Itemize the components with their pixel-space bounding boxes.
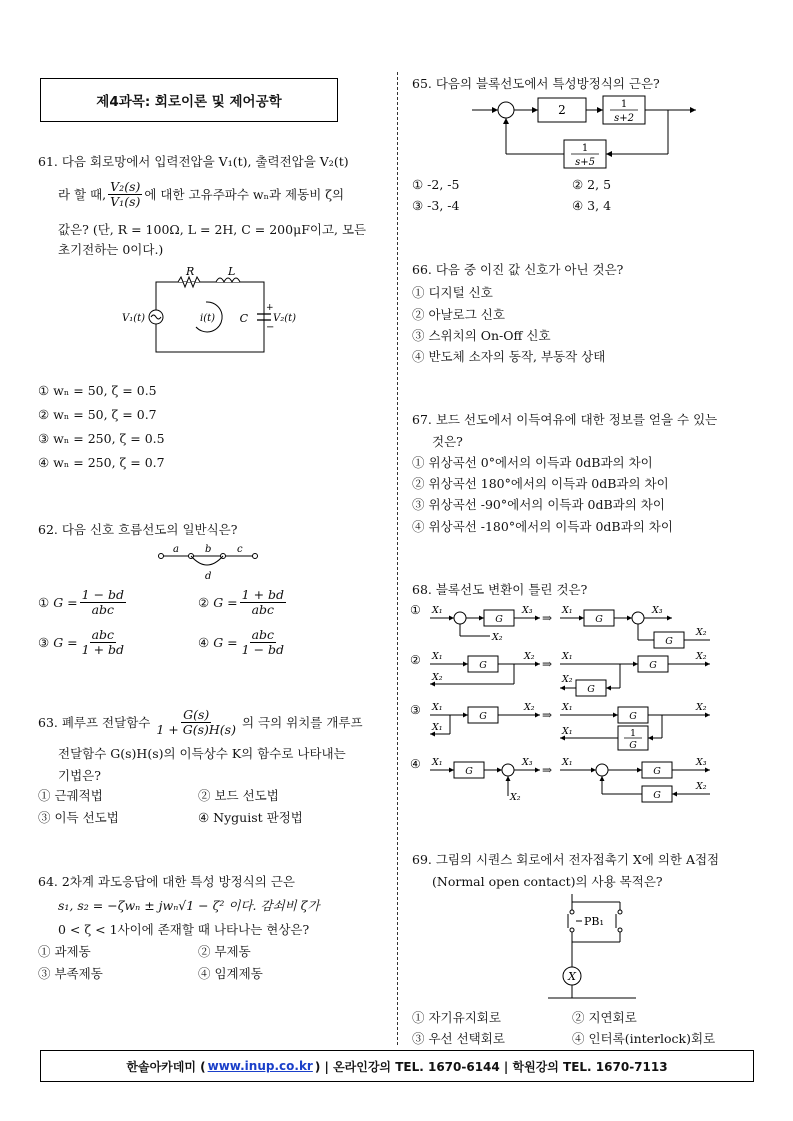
svg-text:1: 1	[629, 728, 637, 739]
q64-option-2[interactable]: ② 무제동	[198, 944, 251, 959]
svg-text:G: G	[465, 766, 473, 777]
q64-option-3[interactable]: ③ 부족제동	[38, 966, 103, 981]
svg-text:⇒: ⇒	[542, 763, 553, 777]
svg-text:s+5: s+5	[575, 157, 595, 168]
svg-text:⇒: ⇒	[542, 708, 553, 722]
q61-line3: 값은? (단, R = 100Ω, L = 2H, C = 200μF이고, 모든	[58, 222, 367, 237]
svg-text:G: G	[653, 766, 661, 777]
q68-block-diagrams	[410, 600, 720, 810]
footer-contact: ) | 온라인강의 TEL. 1670-6144 | 학원강의 TEL. 1670-7113	[314, 1059, 668, 1074]
svg-text:④: ④	[410, 757, 421, 771]
svg-text:V₂(t): V₂(t)	[273, 313, 297, 324]
q63-option-1[interactable]: ① 근궤적법	[38, 788, 103, 803]
svg-text:X₁: X₁	[562, 757, 573, 768]
svg-text:X₂: X₂	[492, 632, 503, 643]
q66-option-4[interactable]: ④ 반도체 소자의 동작, 부동작 상태	[412, 349, 606, 364]
svg-text:X₁: X₁	[432, 702, 443, 713]
svg-text:C: C	[239, 312, 248, 325]
svg-text:X₃: X₃	[522, 757, 533, 768]
q69-line2: (Normal open contact)의 사용 목적은?	[432, 874, 663, 889]
svg-text:G: G	[595, 614, 603, 625]
q69-line1: 69. 그림의 시퀀스 회로에서 전자접촉기 X에 의한 A접점	[412, 852, 720, 867]
svg-text:X₂: X₂	[524, 651, 535, 662]
q61-option-3[interactable]: ③ wₙ = 250, ζ = 0.5	[38, 431, 165, 446]
svg-text:V₁(t): V₁(t)	[122, 313, 146, 324]
svg-text:X₁: X₁	[562, 651, 573, 662]
q69-option-1[interactable]: ① 자기유지회로	[412, 1010, 501, 1025]
svg-text:X₂: X₂	[524, 702, 535, 713]
q65-option-2[interactable]: ② 2, 5	[572, 177, 612, 192]
q65-option-3[interactable]: ③ -3, -4	[412, 198, 460, 213]
q65-option-1[interactable]: ① -2, -5	[412, 177, 460, 192]
svg-text:X₂: X₂	[562, 674, 573, 685]
q61-option-1[interactable]: ① wₙ = 50, ζ = 0.5	[38, 383, 157, 398]
q67-option-2[interactable]: ② 위상곡선 180°에서의 이득과 0dB과의 차이	[412, 476, 669, 491]
svg-text:G: G	[479, 711, 487, 722]
column-divider	[397, 72, 398, 1045]
svg-text:⇒: ⇒	[542, 657, 553, 671]
q67-line2: 것은?	[432, 434, 463, 449]
svg-text:PB₁: PB₁	[584, 915, 604, 928]
q64-option-1[interactable]: ① 과제동	[38, 944, 91, 959]
q69-option-2[interactable]: ② 지연회로	[572, 1010, 637, 1025]
q69-option-4[interactable]: ④ 인터록(interlock)회로	[572, 1031, 716, 1046]
svg-text:G: G	[653, 790, 661, 801]
q61-line4: 초기전하는 0이다.)	[58, 242, 164, 257]
svg-text:L: L	[228, 265, 236, 278]
q63-option-3[interactable]: ③ 이득 선도법	[38, 810, 119, 825]
svg-text:G: G	[495, 614, 503, 625]
svg-text:G: G	[629, 711, 637, 722]
q61-option-4[interactable]: ④ wₙ = 250, ζ = 0.7	[38, 455, 165, 470]
q65-text: 65. 다음의 블록선도에서 특성방정식의 근은?	[412, 76, 660, 91]
footer-bar	[40, 1050, 754, 1082]
svg-text:X₃: X₃	[522, 605, 533, 616]
svg-text:①: ①	[410, 603, 421, 617]
q64-option-4[interactable]: ④ 임계제동	[198, 966, 263, 981]
q61-line1: 61. 다음 회로망에서 입력전압을 V₁(t), 출력전압을 V₂(t)	[38, 154, 349, 169]
svg-text:X₁: X₁	[432, 757, 443, 768]
svg-text:b: b	[205, 544, 212, 555]
svg-text:X₁: X₁	[562, 726, 573, 737]
q66-option-3[interactable]: ③ 스위치의 On-Off 신호	[412, 328, 551, 343]
svg-text:②: ②	[410, 653, 421, 667]
q62-text: 62. 다음 신호 흐름선도의 일반식은?	[38, 522, 238, 537]
q67-option-1[interactable]: ① 위상곡선 0°에서의 이득과 0dB과의 차이	[412, 455, 653, 470]
svg-text:1: 1	[581, 143, 589, 154]
svg-text:X₁: X₁	[432, 722, 443, 733]
q63-option-4[interactable]: ④ Nyguist 판정법	[198, 810, 303, 825]
svg-text:i(t): i(t)	[200, 313, 216, 324]
q66-option-2[interactable]: ② 아날로그 신호	[412, 307, 505, 322]
svg-text:c: c	[237, 544, 243, 555]
svg-text:③: ③	[410, 703, 421, 717]
q63-line1: 63. 폐루프 전달함수 $\frac{G(s)}{1 + G(s)H(s)}$ 의 극의 위치를 개루프	[38, 707, 363, 737]
svg-text:G: G	[649, 660, 657, 671]
svg-text:2: 2	[558, 103, 566, 117]
svg-text:X₁: X₁	[562, 605, 573, 616]
svg-text:⇒: ⇒	[542, 611, 553, 625]
svg-text:X₂: X₂	[510, 792, 521, 803]
svg-text:X₁: X₁	[562, 702, 573, 713]
svg-text:X₁: X₁	[432, 605, 443, 616]
q65-option-4[interactable]: ④ 3, 4	[572, 198, 612, 213]
q64-line1: 64. 2차계 과도응답에 대한 특성 방정식의 근은	[38, 874, 295, 889]
svg-text:X₁: X₁	[432, 651, 443, 662]
q61-option-2[interactable]: ② wₙ = 50, ζ = 0.7	[38, 407, 157, 422]
q62-signal-flow-graph	[155, 542, 265, 582]
svg-text:d: d	[205, 571, 212, 582]
q64-line3: 0 < ζ < 1사이에 존재할 때 나타나는 현상은?	[58, 922, 310, 937]
q68-text: 68. 블록선도 변환이 틀린 것은?	[412, 582, 588, 597]
q67-option-3[interactable]: ③ 위상곡선 -90°에서의 이득과 0dB과의 차이	[412, 497, 665, 512]
q67-line1: 67. 보드 선도에서 이득여유에 대한 정보를 얻을 수 있는	[412, 412, 718, 427]
svg-text:X₂: X₂	[696, 651, 707, 662]
svg-text:G: G	[629, 740, 637, 751]
svg-text:s+2: s+2	[614, 113, 634, 124]
svg-text:R: R	[186, 265, 195, 278]
svg-text:X: X	[568, 970, 576, 983]
q63-line2: 전달함수 G(s)H(s)의 이득상수 K의 함수로 나타내는	[58, 746, 346, 761]
svg-text:X₃: X₃	[696, 757, 707, 768]
q62-option-2[interactable]: ② G = $\frac{1 + bd}{\text{abc}}$	[198, 587, 285, 617]
svg-text:X₂: X₂	[696, 627, 707, 638]
q62-option-3[interactable]: ③ G = $\frac{\text{abc}}{1 + bd}$	[38, 627, 125, 657]
svg-text:1: 1	[620, 99, 628, 110]
svg-text:+: +	[266, 303, 274, 313]
svg-text:G: G	[587, 684, 595, 695]
svg-text:−: −	[266, 322, 275, 333]
footer-link[interactable]: www.inup.co.kr	[207, 1059, 313, 1073]
svg-text:X₃: X₃	[652, 605, 663, 616]
svg-text:G: G	[665, 636, 673, 647]
q67-option-4[interactable]: ④ 위상곡선 -180°에서의 이득과 0dB과의 차이	[412, 519, 673, 534]
subject-title: 제4과목: 회로이론 및 제어공학	[40, 78, 338, 122]
svg-text:X₂: X₂	[432, 672, 443, 683]
q61-circuit-diagram	[118, 262, 297, 362]
q69-sequence-circuit	[548, 892, 638, 1004]
q63-line3: 기법은?	[58, 768, 101, 783]
footer-name: 한솔아카데미 (	[126, 1059, 206, 1074]
q61-line2	[58, 180, 344, 209]
q66-text: 66. 다음 중 이진 값 신호가 아닌 것은?	[412, 262, 624, 277]
q62-option-4[interactable]: ④ G = $\frac{\text{abc}}{1 - bd}$	[198, 627, 285, 657]
svg-text:a: a	[173, 544, 179, 555]
q63-option-2[interactable]: ② 보드 선도법	[198, 788, 279, 803]
q69-option-3[interactable]: ③ 우선 선택회로	[412, 1031, 505, 1046]
svg-text:X₂: X₂	[696, 702, 707, 713]
svg-text:G: G	[479, 660, 487, 671]
q64-line2: s₁, s₂ = −ζwₙ ± jwₙ√1 − ζ² 이다. 감쇠비 ζ가	[58, 898, 320, 913]
q61-text-b: 에 대한 고유주파수 wₙ과 제동비 ζ의	[144, 187, 345, 202]
q62-option-1[interactable]: ① G = $\frac{1 - bd}{\text{abc}}$	[38, 587, 125, 617]
q61-text-a: 라 할 때,	[58, 187, 107, 202]
svg-text:X₂: X₂	[696, 781, 707, 792]
q61-fraction: $\frac{\text{V₂(s)}}{\text{V₁(s)}}$	[110, 179, 141, 209]
q66-option-1[interactable]: ① 디지털 신호	[412, 285, 493, 300]
q65-block-diagram	[470, 94, 700, 170]
